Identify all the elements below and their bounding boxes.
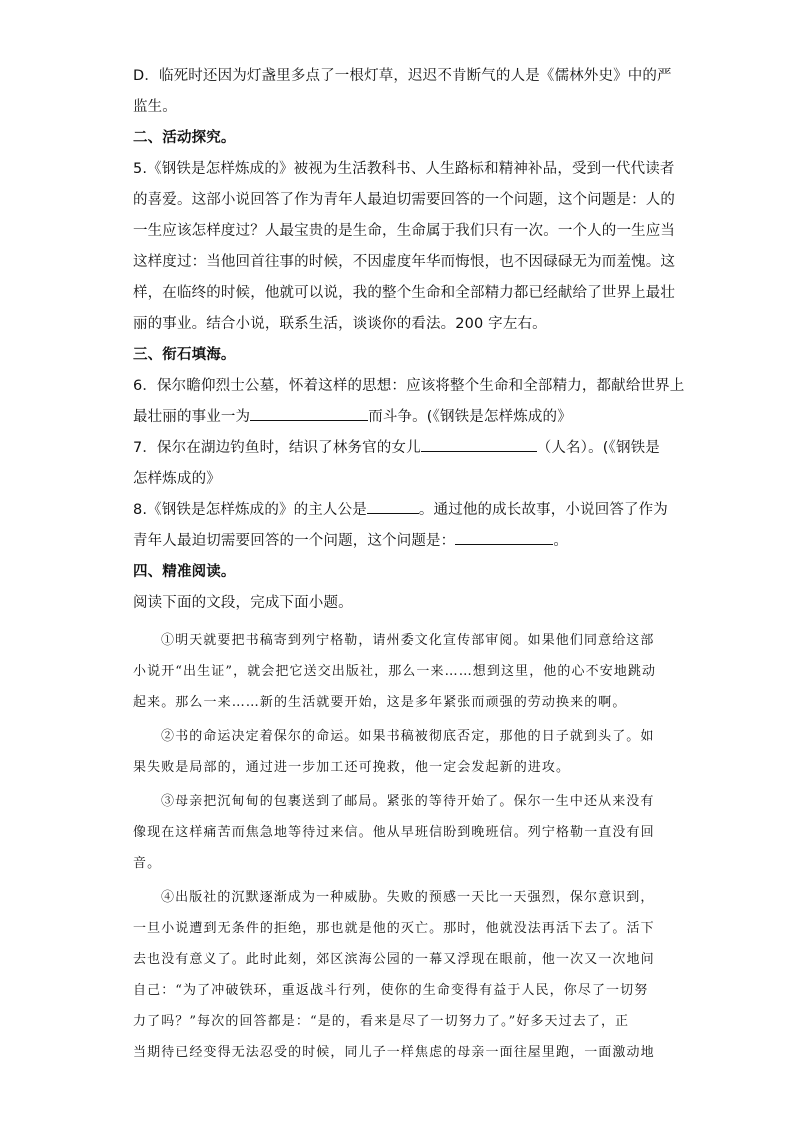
reading-paragraph-4-line: 一旦小说遭到无条件的拒绝，那也就是他的灭亡。那时，他就没法再活下去了。活下 [133, 921, 655, 936]
reading-paragraph-4-line: 力了吗？”每次的回答都是：“是的，看来是尽了一切努力了。”好多天过去了，正 [133, 1014, 630, 1029]
q7-text-after-blank: （人名）。(《钢铁是 [536, 440, 660, 456]
reading-paragraph-2-line: 果失败是局部的，通过进一步加工还可挽救，他一定会发起新的进攻。 [133, 760, 571, 775]
q5-line: 一生应该怎样度过？人最宝贵的是生命，生命属于我们只有一次。一个人的一生应当 [133, 223, 676, 239]
q5-line: 丽的事业。结合小说，联系生活，谈谈你的看法。200 字左右。 [133, 316, 547, 332]
q7-answer-blank[interactable] [421, 437, 537, 452]
q6-text-after-blank: 而斗争。(《钢铁是怎样炼成的》 [368, 409, 572, 425]
reading-paragraph-4-line: 去也没有意义了。此时此刻，郊区滨海公园的一幕又浮现在眼前，他一次又一次地问 [133, 952, 655, 967]
q8-text-before-blank-2: 青年人最迫切需要回答的一个问题，这个问题是： [133, 533, 456, 549]
q7-text-before-blank: 7．保尔在湖边钓鱼时，结识了林务官的女儿 [133, 440, 421, 456]
reading-paragraph-4-line: 自己：“为了冲破铁环，重返战斗行列，使你的生命变得有益于人民，你尽了一切努 [133, 983, 649, 998]
q5-line: 的喜爱。这部小说回答了作为青年人最迫切需要回答的一个问题，这个问题是：人的 [133, 192, 676, 208]
q8-text-before-blank: 8.《钢铁是怎样炼成的》的主人公是 [133, 502, 367, 518]
q6-line-2 [133, 402, 663, 433]
q8-line-1 [133, 495, 668, 526]
q8-text-after-blank: 。通过他的成长故事，小说回答了作为 [418, 502, 668, 518]
reading-instruction: 阅读下面的文段，完成下面小题。 [133, 595, 353, 611]
q7-line-2: 怎样炼成的》 [133, 471, 221, 487]
reading-paragraph-3-line: ③母亲把沉甸甸的包裹送到了邮局。紧张的等待开始了。保尔一生中还从来没有 [161, 794, 655, 809]
q6-answer-blank[interactable] [250, 406, 368, 421]
section-2-heading: 二、活动探究。 [133, 130, 236, 146]
reading-paragraph-4-line: ④出版社的沉默逐渐成为一种威胁。失败的预感一天比一天强烈，保尔意识到， [161, 890, 655, 905]
q6-text-before-blank: 最壮丽的事业一为 [133, 409, 251, 425]
reading-paragraph-1-line: 小说开“出生证”，就会把它送交出版社，那么一来……想到这里，他的心不安地跳动 [133, 664, 657, 679]
q6-line-1: 6．保尔瞻仰烈士公墓，怀着这样的思想：应该将整个生命和全部精力，都献给世界上 [133, 378, 685, 394]
q5-line: 样，在临终的时候，他就可以说，我的整个生命和全部精力都已经献给了世界上最壮 [133, 285, 676, 301]
reading-paragraph-4-line: 当期待已经变得无法忍受的时候，同儿子一样焦虑的母亲一面往屋里跑，一面激动地 [133, 1045, 655, 1060]
reading-paragraph-1-line: ①明天就要把书稿寄到列宁格勒，请州委文化宣传部审阅。如果他们同意给这部 [161, 633, 655, 648]
q8-text-end: 。 [553, 533, 568, 549]
reading-paragraph-1-line: 起来。那么一来……新的生活就要开始，这是多年紧张而顽强的劳动换来的啊。 [133, 695, 627, 710]
reading-paragraph-3-line: 像现在这样痛苦而焦急地等待过来信。他从早班信盼到晚班信。列宁格勒一直没有回 [133, 825, 655, 840]
q8-answer-blank-1[interactable] [367, 499, 419, 514]
q8-answer-blank-2[interactable] [455, 530, 553, 545]
reading-paragraph-3-line: 音。 [133, 856, 162, 871]
q7-line-1 [133, 433, 663, 464]
q5-line: 5.《钢铁是怎样炼成的》被视为生活教科书、人生路标和精神补品，受到一代代读者 [133, 161, 675, 177]
section-4-heading: 四、精准阅读。 [133, 564, 236, 580]
q8-line-2 [133, 526, 663, 557]
content-column [133, 61, 685, 1068]
q5-line: 这样度过：当他回首往事的时候，不因虚度年华而悔恨，也不因碌碌无为而羞愧。这 [133, 254, 676, 270]
option-d-line-2: 监生。 [133, 99, 177, 115]
reading-paragraph-2-line: ②书的命运决定着保尔的命运。如果书稿被彻底否定，那他的日子就到头了。如 [161, 729, 655, 744]
option-d-line-1: D．临死时还因为灯盏里多点了一根灯草，迟迟不肯断气的人是《儒林外史》中的严 [133, 68, 672, 84]
section-3-heading: 三、衔石填海。 [133, 347, 236, 363]
